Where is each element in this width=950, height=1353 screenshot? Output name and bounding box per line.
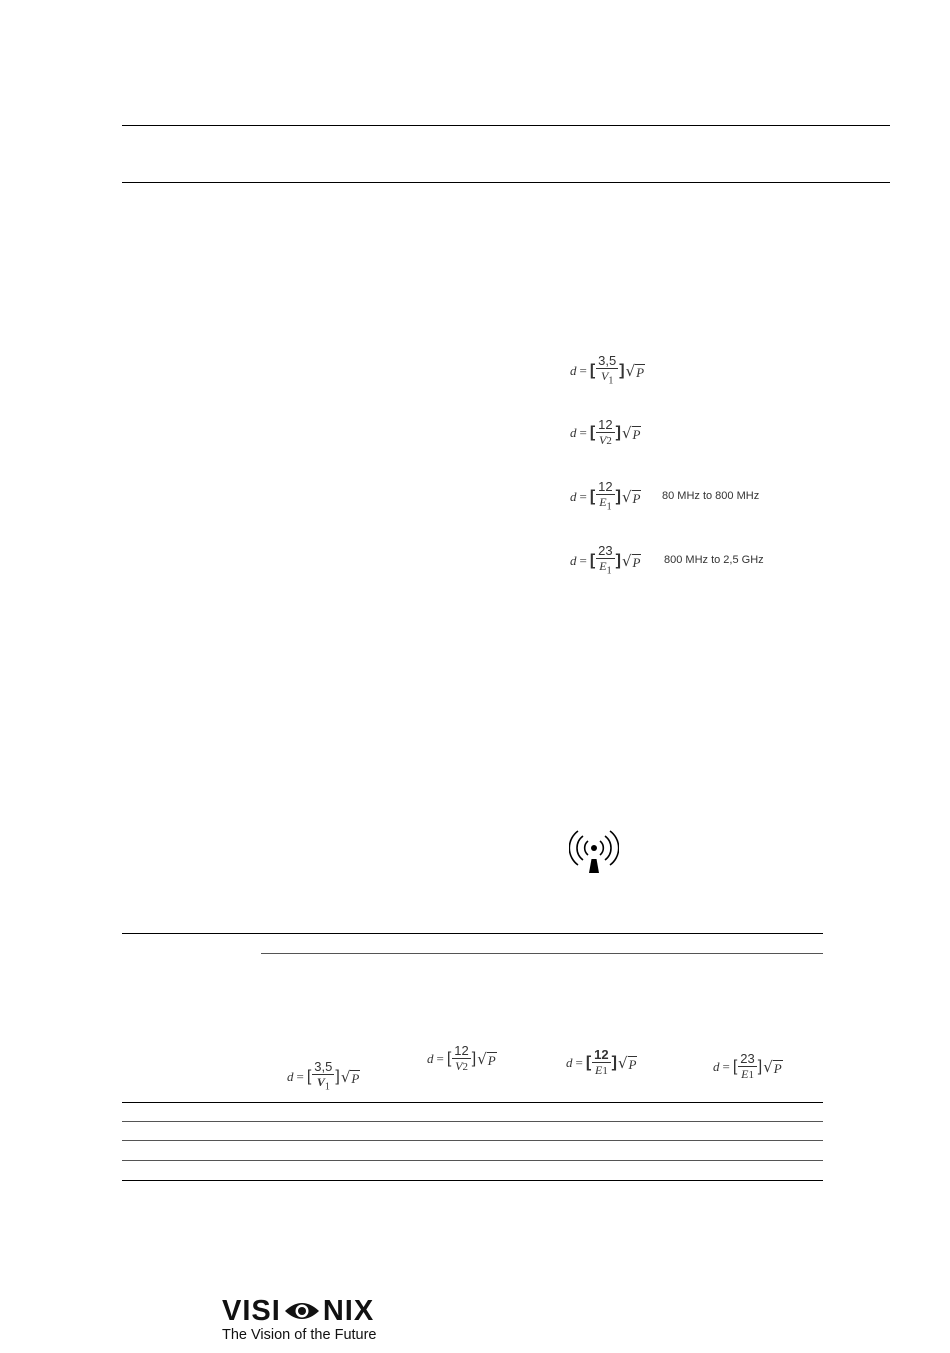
square-root: √ P bbox=[621, 487, 641, 506]
bottom-table-row-rule-2 bbox=[122, 1140, 823, 1141]
square-root: √ P bbox=[621, 423, 641, 442]
equals-sign: = bbox=[579, 553, 587, 569]
numerator: 12 bbox=[598, 417, 613, 432]
top-table-rule-1 bbox=[122, 125, 890, 126]
denominator: $E_1$ bbox=[599, 495, 612, 513]
fraction: $\frac{3,5}{V_1}$ bbox=[314, 1059, 333, 1093]
fraction: $\frac{12}{V2}$ bbox=[454, 1043, 469, 1073]
table-formula-v1: d = [ $\frac{3,5}{V_1}$ ] √ P bbox=[287, 1059, 360, 1093]
var-d: d bbox=[570, 425, 577, 440]
bracket-close: ] bbox=[615, 424, 621, 441]
bottom-table-rule-sub bbox=[261, 953, 823, 954]
numerator: 23 bbox=[598, 543, 613, 558]
bottom-table-rule-top bbox=[122, 933, 823, 934]
logo-text-right: NIX bbox=[322, 1295, 375, 1327]
eye-icon bbox=[283, 1299, 321, 1323]
fraction bbox=[596, 544, 614, 578]
frequency-range-high: 800 MHz to 2,5 GHz bbox=[664, 554, 764, 566]
var-d: d bbox=[570, 363, 577, 379]
formula-v2 bbox=[570, 418, 641, 448]
var-d: d bbox=[570, 553, 577, 569]
logo-wordmark bbox=[222, 1295, 377, 1327]
numerator: 3,5 bbox=[598, 353, 617, 368]
fraction: $\frac{23}{E1}$ bbox=[740, 1051, 755, 1081]
non-ionizing-radiation-icon bbox=[569, 826, 619, 874]
frequency-range-low: 80 MHz to 800 MHz bbox=[662, 490, 760, 502]
fraction bbox=[596, 354, 618, 388]
denominator: V2 bbox=[598, 433, 612, 447]
fraction: $\frac{12}{E1}$ bbox=[594, 1047, 609, 1077]
formula-v1 bbox=[570, 354, 645, 388]
bottom-table-rule-header bbox=[122, 1102, 823, 1103]
table-formula-v2: d = [ $\frac{12}{V2}$ ] √ P bbox=[427, 1043, 496, 1073]
table-formula-e1-low: d = [ $\frac{12}{E1}$ ] √ P bbox=[566, 1047, 637, 1077]
bottom-table-rule-end bbox=[122, 1180, 823, 1181]
bracket-open: [ bbox=[589, 424, 596, 441]
bracket-close: ] bbox=[615, 552, 621, 570]
fraction bbox=[596, 418, 614, 448]
square-root: √ P bbox=[621, 551, 641, 570]
equals-sign: = bbox=[579, 425, 587, 440]
bottom-table-row-rule-1 bbox=[122, 1121, 823, 1122]
square-root: √ P bbox=[625, 361, 645, 380]
equals-sign: = bbox=[579, 489, 587, 505]
visionix-logo bbox=[222, 1295, 377, 1343]
denominator: $E_1$ bbox=[599, 559, 612, 577]
denominator: $V_1$ bbox=[601, 369, 614, 387]
fraction bbox=[596, 480, 614, 514]
formula-e1-low bbox=[570, 480, 641, 514]
var-d: d bbox=[570, 489, 577, 505]
numerator: 12 bbox=[598, 479, 613, 494]
table-formula-e1-high: d = [ $\frac{23}{E1}$ ] √ P bbox=[713, 1051, 782, 1081]
bracket-close: ] bbox=[615, 488, 621, 506]
equals-sign: = bbox=[579, 363, 587, 379]
top-table-rule-2 bbox=[122, 182, 890, 183]
bracket-open: [ bbox=[589, 552, 596, 570]
bracket-close: ] bbox=[619, 362, 625, 380]
logo-tagline: The Vision of the Future bbox=[222, 1327, 377, 1343]
logo-text-left: VISI bbox=[222, 1295, 281, 1327]
formula-e1-high bbox=[570, 544, 641, 578]
bracket-open: [ bbox=[589, 362, 596, 380]
bracket-open: [ bbox=[589, 488, 596, 506]
bottom-table-row-rule-3 bbox=[122, 1160, 823, 1161]
